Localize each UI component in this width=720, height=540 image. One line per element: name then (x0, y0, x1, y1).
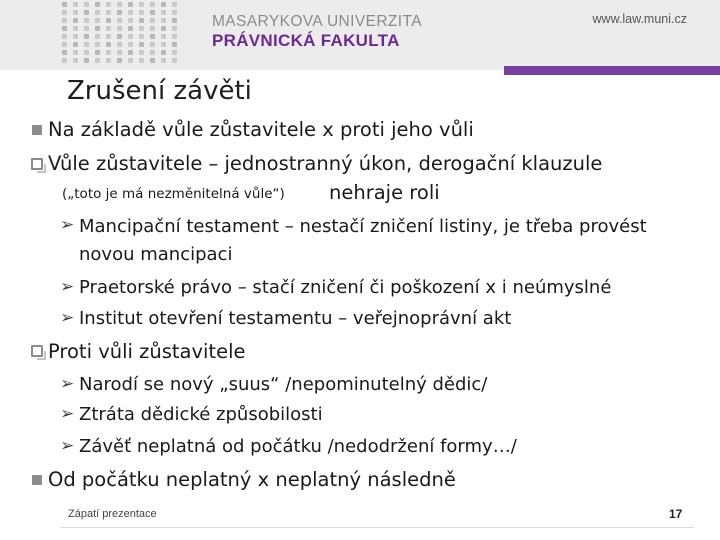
pattern-dot (106, 2, 111, 7)
pattern-dot (128, 50, 133, 55)
pattern-dot (95, 10, 100, 15)
pattern-dot (150, 50, 155, 55)
pattern-dot (106, 18, 111, 23)
bullet-text: Vůle zůstavitele – jednostranný úkon, derogační klauzule (48, 152, 603, 175)
arrow-bullet-icon: ➢ (60, 277, 75, 297)
pattern-dot (161, 10, 166, 15)
pattern-dot (161, 42, 166, 47)
pattern-dot (139, 42, 144, 47)
pattern-dot (84, 34, 89, 39)
pattern-dot (139, 26, 144, 31)
pattern-dot (62, 18, 67, 23)
accent-bar (504, 66, 720, 75)
pattern-dot (117, 58, 122, 63)
pattern-dot (117, 26, 122, 31)
sub-bullet-text: Mancipační testament – nestačí zničení listiny, je třeba provést (79, 216, 647, 237)
faculty-name: PRÁVNICKÁ FAKULTA (212, 31, 400, 50)
footer-text: Zápatí prezentace (68, 508, 157, 520)
pattern-dot (84, 42, 89, 47)
pattern-dot (172, 26, 177, 31)
page-number: 17 (669, 507, 683, 521)
pattern-dot (62, 2, 67, 7)
pattern-dot (128, 26, 133, 31)
pattern-dot (161, 2, 166, 7)
pattern-dot (84, 2, 89, 7)
pattern-dot (150, 58, 155, 63)
arrow-bullet-icon: ➢ (60, 404, 75, 424)
pattern-dot (73, 26, 78, 31)
pattern-dot (172, 42, 177, 47)
pattern-dot (95, 50, 100, 55)
pattern-dot (172, 10, 177, 15)
hollow-square-bullet-icon (31, 158, 43, 170)
pattern-dot (139, 50, 144, 55)
bullet-text-continuation: („toto je má nezměnitelná vůle“) (62, 186, 285, 202)
pattern-dot (139, 10, 144, 15)
pattern-dot (128, 58, 133, 63)
university-name: MASARYKOVA UNIVERZITA (212, 13, 422, 30)
pattern-dot (95, 2, 100, 7)
pattern-dot (172, 18, 177, 23)
pattern-dot (62, 42, 67, 47)
sub-bullet-text-continuation: novou mancipaci (79, 244, 233, 265)
pattern-dot (172, 34, 177, 39)
bullet-text: Na základě vůle zůstavitele x proti jeho vůli (48, 118, 474, 141)
sub-bullet-text: Ztráta dědické způsobilosti (79, 404, 323, 425)
sub-bullet-text: Institut otevření testamentu – veřejnoprávní akt (79, 308, 512, 329)
pattern-dot (117, 2, 122, 7)
pattern-dot (150, 26, 155, 31)
pattern-dot (95, 18, 100, 23)
pattern-dot (62, 26, 67, 31)
pattern-dot (106, 58, 111, 63)
pattern-dot (150, 34, 155, 39)
pattern-dot (172, 58, 177, 63)
pattern-dot (161, 50, 166, 55)
pattern-dot (73, 58, 78, 63)
pattern-dot (73, 50, 78, 55)
pattern-dot (84, 58, 89, 63)
pattern-dot (106, 34, 111, 39)
arrow-bullet-icon: ➢ (60, 436, 75, 456)
pattern-dot (150, 42, 155, 47)
pattern-dot (117, 50, 122, 55)
pattern-dot (150, 18, 155, 23)
pattern-dot (106, 50, 111, 55)
pattern-dot (73, 10, 78, 15)
pattern-dot (128, 10, 133, 15)
pattern-dot (106, 10, 111, 15)
slide-header (0, 0, 720, 70)
arrow-bullet-icon: ➢ (60, 374, 75, 394)
slide-title: Zrušení závěti (67, 76, 252, 106)
sub-bullet-text: Narodí se nový „suus“ /nepominutelný dědic/ (79, 374, 488, 395)
pattern-dot (139, 18, 144, 23)
pattern-dot (172, 2, 177, 7)
filled-square-bullet-icon (32, 125, 42, 135)
site-url: www.law.muni.cz (592, 12, 687, 26)
pattern-dot (139, 2, 144, 7)
pattern-dot (117, 10, 122, 15)
pattern-dot (172, 50, 177, 55)
pattern-dot (84, 26, 89, 31)
pattern-dot (150, 10, 155, 15)
pattern-dot (62, 50, 67, 55)
pattern-dot (95, 26, 100, 31)
footer-divider (60, 527, 694, 528)
bullet-text: Od počátku neplatný x neplatný následně (48, 468, 456, 491)
pattern-dot (161, 58, 166, 63)
pattern-dot (106, 26, 111, 31)
pattern-dot (117, 42, 122, 47)
pattern-dot (128, 18, 133, 23)
pattern-dot (95, 34, 100, 39)
arrow-bullet-icon: ➢ (60, 215, 75, 235)
pattern-dot (73, 2, 78, 7)
pattern-dot (128, 2, 133, 7)
pattern-dot (117, 18, 122, 23)
pattern-dot (95, 42, 100, 47)
arrow-bullet-icon: ➢ (60, 308, 75, 328)
hollow-square-bullet-icon (31, 345, 43, 357)
bullet-text: Proti vůli zůstavitele (48, 340, 246, 363)
filled-square-bullet-icon (32, 475, 42, 485)
pattern-dot (117, 34, 122, 39)
pattern-dot (128, 42, 133, 47)
pattern-dot (73, 18, 78, 23)
pattern-dot (128, 34, 133, 39)
pattern-dot (95, 58, 100, 63)
pattern-dot (62, 34, 67, 39)
pattern-dot (139, 34, 144, 39)
pattern-dot (84, 50, 89, 55)
pattern-dot (161, 18, 166, 23)
pattern-dot (73, 42, 78, 47)
pattern-dot (106, 42, 111, 47)
bullet-text-continuation: nehraje roli (329, 181, 440, 204)
sub-bullet-text: Závěť neplatná od počátku /nedodržení formy…/ (79, 436, 517, 457)
pattern-dot (62, 10, 67, 15)
pattern-dot (161, 34, 166, 39)
pattern-dot (161, 26, 166, 31)
pattern-dot (84, 18, 89, 23)
sub-bullet-text: Praetorské právo – stačí zničení či poškození x i neúmyslné (79, 277, 612, 298)
pattern-dot (139, 58, 144, 63)
pattern-dot (62, 58, 67, 63)
pattern-dot (84, 10, 89, 15)
university-pattern-logo (62, 2, 184, 64)
pattern-dot (73, 34, 78, 39)
pattern-dot (150, 2, 155, 7)
